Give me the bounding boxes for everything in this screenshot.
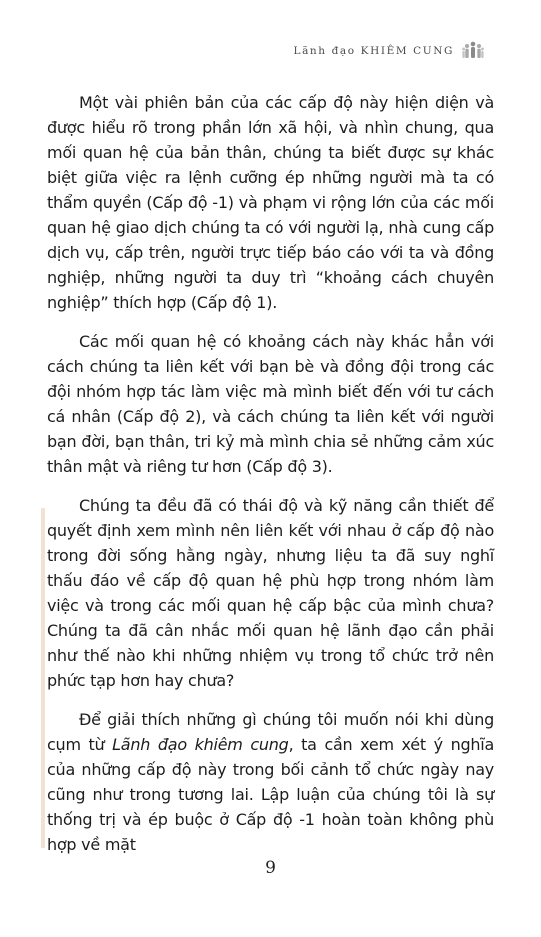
running-title: Lãnh đạo KHIÊM CUNG [293,45,454,57]
paragraph-1: Một vài phiên bản của các cấp độ này hiện diện và được hiểu rõ trong phần lớn xã hội, và nhìn chung, qua mối quan hệ của bản thân, chúng ta biết được sự khác biệt giữa việc ra lệnh cưỡng ép những người mà ta có thẩm quyền (Cấp độ -1) và phạm vi rộng lớn của các mối quan hệ giao dịch chúng ta có với người lạ, nhà cung cấp dịch vụ, cấp trên, người trực tiếp báo cáo với ta và đồng nghiệp, những người ta duy trì “khoảng cách chuyên nghiệp” thích hợp (Cấp độ 1). [47,93,494,312]
paragraph-4-start: Để giải thích những gì chúng tôi muốn nói khi dùng cụm từ [47,710,494,754]
running-header [294,40,485,62]
book-title-emphasis: Lãnh đạo khiêm cung [112,735,289,754]
paragraph-2: Các mối quan hệ có khoảng cách này khác hẳn với cách chúng ta liên kết với bạn bè và đồng đội trong các đội nhóm hợp tác làm việc mà mình biết đến với tư cách cá nhân (Cấp độ 2), và cách chúng ta liên kết với người bạn đời, bạn thân, tri kỷ mà mình chia sẻ những cảm xúc thân mật và riêng tư hơn (Cấp độ 3). [47,332,494,476]
body-text [47,90,494,871]
paragraph-4-end: , ta cần xem xét ý nghĩa của những cấp độ này trong bối cảnh tổ chức ngày nay cũng như trong tương lai. Lập luận của chúng tôi là sự thống trị và ép buộc ở Cấp độ -1 hoàn toàn không phù hợp về mặt [47,735,495,854]
page-number: 9 [265,858,276,878]
people-group-icon [462,40,484,62]
paragraph-4 [47,707,494,857]
page-edge-highlight [41,508,45,848]
paragraph-3: Chúng ta đều đã có thái độ và kỹ năng cần thiết để quyết định xem mình nên liên kết với nhau ở cấp độ nào trong đời sống hằng ngày, nhưng liệu ta đã suy nghĩ thấu đáo về cấp độ quan hệ phù hợp trong nhóm làm việc và trong các mối quan hệ cấp bậc của mình chưa? Chúng ta đã cân nhắc mối quan hệ lãnh đạo cần phải như thế nào khi những nhiệm vụ trong tổ chức trở nên phức tạp hơn hay chưa? [47,496,494,690]
